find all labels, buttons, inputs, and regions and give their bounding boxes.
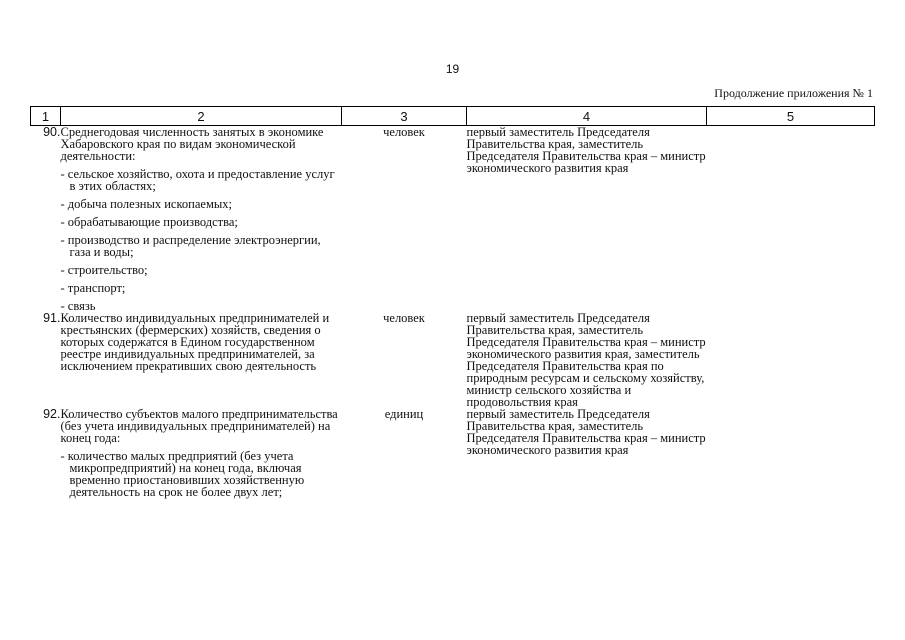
unit-cell: человек bbox=[383, 125, 425, 139]
indicator-subitem: - строительство; bbox=[60, 263, 148, 277]
table-row bbox=[31, 408, 875, 498]
row-number: 91. bbox=[43, 311, 61, 325]
unit-cell: единиц bbox=[384, 407, 424, 421]
unit-cell: человек bbox=[383, 311, 425, 325]
row-number: 92. bbox=[43, 407, 61, 421]
indicator-subitem: - обрабатывающие производства; bbox=[60, 215, 238, 229]
table-header-row bbox=[31, 107, 875, 126]
indicator-subitem: - количество малых предприятий (без учета микропредприятий) на конец года, включая временно приостановивших хозяйственную деятельность на срок не более двух лет; bbox=[60, 449, 305, 499]
column-header-3: 3 bbox=[342, 107, 467, 126]
indicator-name: Количество индивидуальных предпринимателей и крестьянских (фермерских) хозяйств, сведения о которых содержатся в Едином государственном реестре индивидуальных предпринимателей, за исключением прекративших свою деятельность bbox=[60, 311, 330, 373]
indicator-cell bbox=[61, 126, 342, 313]
indicators-table bbox=[30, 106, 875, 498]
indicator-name: Среднегодовая численность занятых в экономике Хабаровского края по видам экономической деятельности: bbox=[60, 125, 324, 163]
indicator-cell bbox=[61, 408, 342, 498]
indicator-subitem: - транспорт; bbox=[60, 281, 126, 295]
table-row bbox=[31, 126, 875, 313]
indicator-subitem: - сельское хозяйство, охота и предоставление услуг в этих областях; bbox=[60, 167, 335, 193]
responsible-cell: первый заместитель Председателя Правительства края, заместитель Председателя Правительства края – министр экономического развития края bbox=[466, 407, 706, 457]
indicator-subitem: - добыча полезных ископаемых; bbox=[60, 197, 232, 211]
indicator-subitem: - производство и распределение электроэнергии, газа и воды; bbox=[60, 233, 321, 259]
responsible-cell: первый заместитель Председателя Правительства края, заместитель Председателя Правительства края – министр экономического развития края, заместитель Председателя Правительства края по природным ресурсам и сельскому хозяйству, министр сельского хозяйства и продовольствия края bbox=[466, 311, 706, 409]
table-row bbox=[31, 312, 875, 408]
column-header-5: 5 bbox=[707, 107, 875, 126]
column-header-1: 1 bbox=[31, 107, 61, 126]
note-cell bbox=[707, 408, 875, 498]
column-header-4: 4 bbox=[467, 107, 707, 126]
continuation-label: Продолжение приложения № 1 bbox=[714, 86, 873, 100]
page-number: 19 bbox=[445, 62, 460, 76]
row-number: 90. bbox=[43, 125, 61, 139]
note-cell bbox=[707, 312, 875, 408]
column-header-2: 2 bbox=[61, 107, 342, 126]
indicator-cell bbox=[61, 312, 342, 408]
note-cell bbox=[707, 126, 875, 313]
indicator-subitem: - связь bbox=[60, 299, 96, 313]
responsible-cell: первый заместитель Председателя Правительства края, заместитель Председателя Правительства края – министр экономического развития края bbox=[466, 125, 706, 175]
indicator-name: Количество субъектов малого предпринимательства (без учета индивидуальных предпринимателей) на конец года: bbox=[60, 407, 338, 445]
